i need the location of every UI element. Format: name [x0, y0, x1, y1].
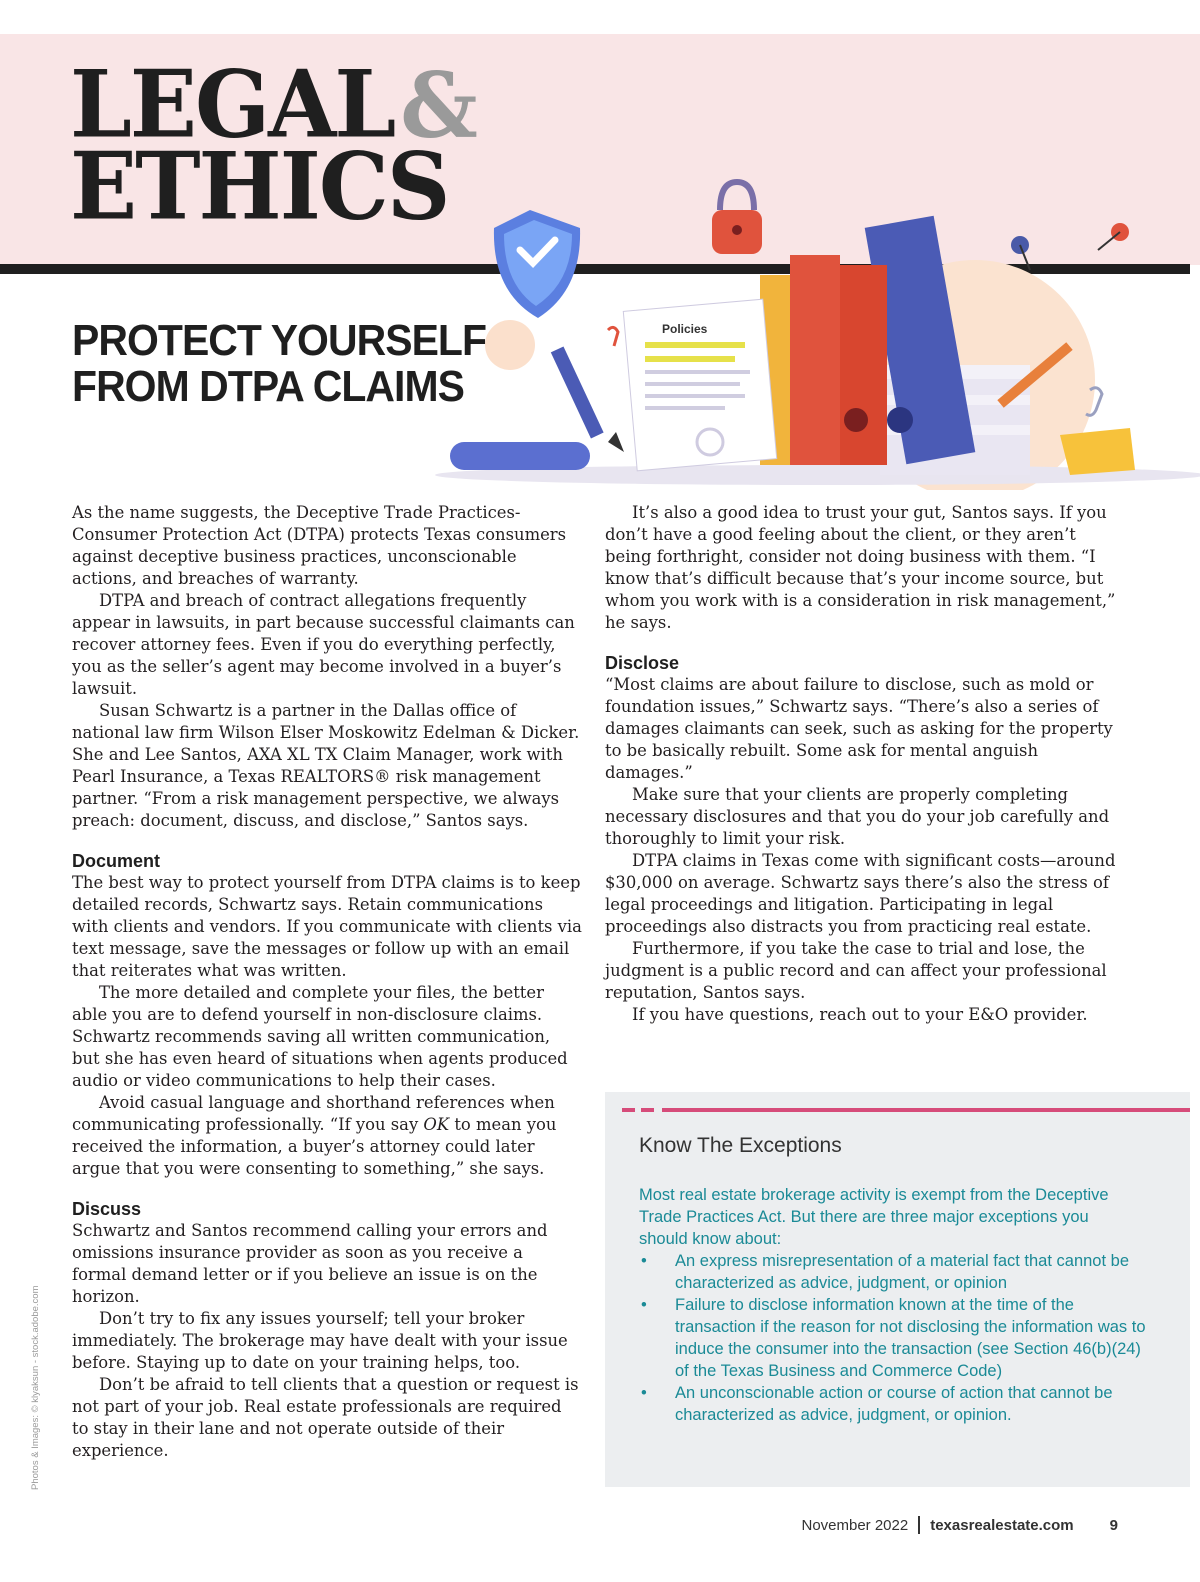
paragraph: The best way to protect yourself from DTPA claims is to keep detailed records, Schwartz says. Retain communications with clients and vendors. If you communicate with clients via text message, save the messages or follow up with an email that reiterates what was written. — [72, 873, 582, 980]
sidebar-box — [605, 1092, 1190, 1487]
bullet: • — [641, 1252, 647, 1270]
list-item-text: An unconscionable action or course of action that cannot be characterized as advice, judgment, or opinion. — [675, 1384, 1113, 1424]
paragraph: The more detailed and complete your files, the better able you are to defend yourself in non-disclosure claims. Schwartz recommends saving all written communication, but she has even heard of situations when agents produced audio or video communications to help their cases. — [72, 983, 568, 1090]
list-item — [639, 1382, 1159, 1426]
article-column-left — [72, 502, 582, 1462]
paragraph: As the name suggests, the Deceptive Trade Practices-Consumer Protection Act (DTPA) protects Texas consumers against deceptive business practices, unconscionable actions, and breaches of warranty. — [72, 503, 567, 588]
headline-line-2: FROM DTPA CLAIMS — [72, 362, 465, 411]
policies-label: Policies — [662, 322, 708, 336]
page-number: 9 — [1109, 1516, 1118, 1534]
subhead-disclose: Disclose — [605, 653, 680, 673]
policy-document — [623, 299, 776, 471]
binder-icon — [760, 216, 975, 465]
page-footer — [801, 1516, 1118, 1534]
paragraph: If you have questions, reach out to your E&O provider. — [632, 1005, 1088, 1024]
paragraph: “Most claims are about failure to disclose, such as mold or foundation issues,” Schwartz says. “There’s also a series of damages claimants can seek, such as asking for the property to be basically rebuilt. Some ask for mental anguish damages.” — [605, 675, 1113, 782]
shield-check-icon — [494, 210, 580, 318]
paragraph: DTPA claims in Texas come with significant costs—around $30,000 on average. Schwartz says there’s also the stress of legal proceedings and litigation. Participating in legal proceedings also distracts you from practicing real estate. — [605, 851, 1116, 936]
paragraph: Don’t try to fix any issues yourself; tell your broker immediately. The brokerage may have dealt with your issue before. Staying up to date on your training helps, too. — [72, 1309, 568, 1372]
paragraph: Schwartz and Santos recommend calling your errors and omissions insurance provider as soon as you receive a formal demand letter or if you believe an issue is on the horizon. — [72, 1221, 548, 1306]
headline-line-1: PROTECT YOURSELF — [72, 316, 487, 365]
masthead-ampersand: & — [400, 52, 476, 159]
hero-illustration — [430, 170, 1200, 490]
pushpin-icon — [1011, 223, 1129, 270]
paragraph-part: Avoid casual language and shorthand references when communicating professionally. “If you say — [72, 1093, 555, 1134]
sidebar-list — [639, 1250, 1159, 1426]
sun-circle-small — [485, 320, 535, 370]
sidebar-title: Know The Exceptions — [639, 1134, 842, 1157]
section-masthead — [70, 49, 476, 241]
padlock-icon — [712, 182, 762, 254]
article-headline — [72, 318, 486, 410]
article-column-right — [605, 502, 1125, 1026]
footer-separator — [918, 1516, 920, 1534]
paragraph: It’s also a good idea to trust your gut, Santos says. If you don’t have a good feeling about the client, or they aren’t being forthright, consider not doing business with them. “I know that’s difficult because that’s your income source, but whom you work with is a consideration in risk management,” he says. — [605, 503, 1116, 632]
italic-term: OK — [423, 1115, 450, 1134]
paragraph: Make sure that your clients are properly completing necessary disclosures and that you do your job carefully and thoroughly to limit your risk. — [605, 785, 1110, 848]
paragraph: Furthermore, if you take the case to trial and lose, the judgment is a public record and can affect your professional reputation, Santos says. — [605, 939, 1107, 1002]
sidebar-rule — [662, 1108, 1190, 1112]
list-item-text: Failure to disclose information known at the time of the transaction if the reason for not disclosing the information was to induce the consumer into the transaction (see Section 46(b)(24) of the Texas Business and Commerce Code) — [675, 1296, 1146, 1380]
header-top-rule — [0, 30, 1200, 33]
footer-site-link[interactable]: texasrealestate.com — [930, 1516, 1074, 1534]
paragraph: Susan Schwartz is a partner in the Dallas office of national law firm Wilson Elser Moskowitz Edelman & Dicker. She and Lee Santos, AXA XL TX Claim Manager, work with Pearl Insurance, a Texas REALTORS® risk management partner. “From a risk management perspective, we always preach: document, discuss, and disclose,” Santos says. — [72, 701, 580, 830]
paragraph — [72, 1092, 582, 1180]
list-item — [639, 1294, 1159, 1382]
bullet: • — [641, 1296, 647, 1314]
paragraph: Don’t be afraid to tell clients that a question or request is not part of your job. Real estate professionals are required to stay in their lane and not operate outside of their experience. — [72, 1375, 579, 1460]
masthead-word-legal: LEGAL — [70, 49, 395, 159]
bullet: • — [641, 1384, 647, 1402]
paragraph: DTPA and breach of contract allegations frequently appear in lawsuits, in part because successful claimants can recover attorney fees. Even if you do everything perfectly, you as the seller’s agent may become involved in a buyer’s lawsuit. — [72, 591, 575, 698]
sidebar-dash — [641, 1108, 654, 1112]
paragraph-part: to mean you received the information, a buyer’s attorney could later argue that you were consenting to something,” she says. — [72, 1115, 557, 1178]
masthead-word-ethics: ETHICS — [70, 131, 449, 241]
list-item-text: An express misrepresentation of a material fact that cannot be characterized as advice, judgment, or opinion — [675, 1252, 1129, 1292]
subhead-document: Document — [72, 851, 161, 871]
sidebar-intro: Most real estate brokerage activity is exempt from the Deceptive Trade Practices Act. But there are three major exceptions you should know about: — [639, 1186, 1109, 1248]
rolled-paper — [450, 442, 590, 470]
list-item — [639, 1250, 1159, 1294]
pen-icon — [551, 346, 624, 452]
subhead-discuss: Discuss — [72, 1199, 142, 1219]
photo-credit: Photos & Images: © klyaksun - stock.adobe.com — [30, 1285, 41, 1490]
footer-date: November 2022 — [801, 1516, 909, 1534]
sidebar-dash — [622, 1108, 635, 1112]
sticky-note-icon — [1060, 428, 1135, 475]
